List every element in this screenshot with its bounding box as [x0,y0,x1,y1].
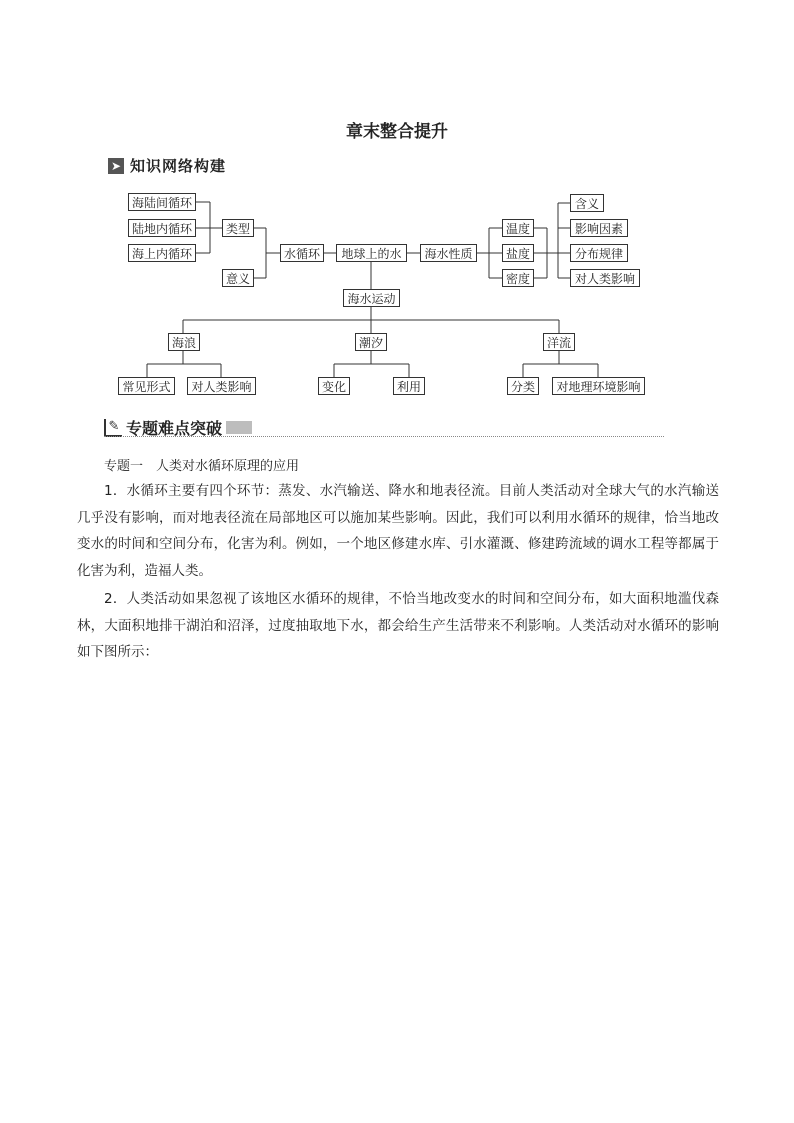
node-current-classification: 分类 [507,377,539,395]
node-seawater-property: 海水性质 [420,244,477,262]
node-salinity: 盐度 [502,244,534,262]
knowledge-map [0,0,794,420]
node-wave-forms: 常见形式 [118,377,175,395]
node-water-cycle: 水循环 [280,244,324,262]
page-title: 章末整合提升 [346,122,448,142]
node-tides: 潮汐 [355,333,387,351]
node-type: 类型 [222,219,254,237]
node-currents: 洋流 [543,333,575,351]
node-sea-land-cycle: 海陆间循环 [128,193,196,211]
node-meaning: 意义 [222,269,254,287]
arrow-right-icon: ➤ [108,158,124,174]
paragraph-2: 2．人类活动如果忽视了该地区水循环的规律，不恰当地改变水的时间和空间分布，如大面积地滥伐森林，大面积地排干湖泊和沼泽，过度抽取地下水，都会给生产生活带来不利影响。人类活动对水循环的影响如下图所示： [77,591,719,660]
node-waves: 海浪 [168,333,200,351]
node-tide-change: 变化 [318,377,350,395]
node-definition: 含义 [570,194,604,212]
node-tide-use: 利用 [393,377,425,395]
node-wave-impact: 对人类影响 [187,377,256,395]
node-ocean-cycle: 海上内循环 [128,244,196,262]
node-factors: 影响因素 [570,219,628,237]
node-earth-water: 地球上的水 [336,244,407,262]
node-temperature: 温度 [502,219,534,237]
node-inland-cycle: 陆地内循环 [128,219,196,237]
node-distribution: 分布规律 [570,244,628,262]
section-label: 知识网络构建 [130,157,227,175]
section-heading-topic-breakthrough [104,416,664,439]
node-density: 密度 [502,269,534,287]
heading-bar [226,421,252,434]
pencil-icon: ✎ [104,419,122,437]
node-current-impact: 对地理环境影响 [552,377,645,395]
section-label: 专题难点突破 [126,419,223,438]
paragraph-1: 1．水循环主要有四个环节：蒸发、水汽输送、降水和地表径流。目前人类活动对全球大气的水汽输送几乎没有影响，而对地表径流在局部地区可以施加某些影响。因此，我们可以利用水循环的规律，恰当地改变水的时间和空间分布，化害为利。例如，一个地区修建水库、引水灌溉、修建跨流域的调水工程等都属于化害为利，造福人类。 [77,483,719,579]
connector-lines [0,0,794,420]
topic-title: 专题一 人类对水循环原理的应用 [104,459,300,474]
dotted-divider [104,436,664,437]
node-human-impact: 对人类影响 [570,269,640,287]
node-seawater-motion: 海水运动 [343,289,400,307]
